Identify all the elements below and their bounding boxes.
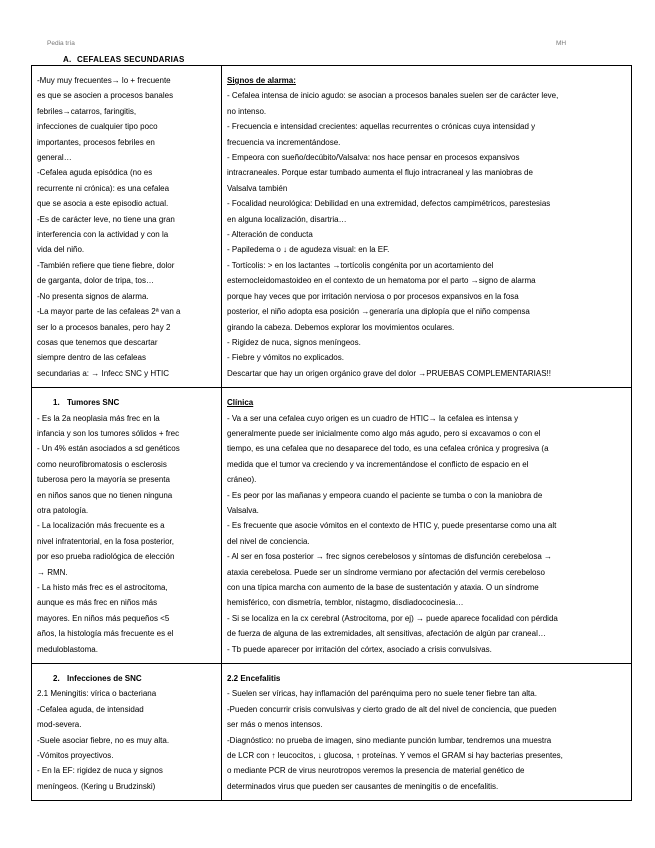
text-line: Descartar que hay un origen orgánico grave del dolor →PRUEBAS COMPLEMENTARIAS!! — [227, 368, 551, 378]
text-line: - Papiledema o ↓ de agudeza visual: en la EF. — [227, 245, 390, 255]
notes-table — [31, 65, 632, 801]
tumors-heading — [37, 395, 217, 410]
table-row — [32, 664, 632, 801]
text-line: -Cefalea aguda episódica (no es — [37, 168, 153, 178]
text-line: ataxia cerebelosa. Puede ser un síndrome vermiano por afectación del vermis cerebeloso — [227, 567, 545, 577]
tumors-title: Tumores SNC — [67, 398, 120, 408]
text-line: otra patología. — [37, 505, 89, 515]
text-line: mod-severa. — [37, 720, 82, 730]
text-line: importantes, procesos febriles en — [37, 137, 155, 147]
row3-right-text — [227, 686, 627, 794]
subject-header: Pedia tría — [47, 40, 75, 47]
author-initials: MH — [556, 40, 567, 47]
text-line: -Muy muy frecuentes→ lo + frecuente — [37, 76, 171, 85]
text-line: - Empeora con sueño/decúbito/Valsalva: nos hace pensar en procesos expansivos — [227, 153, 520, 163]
text-line: - Al ser en fosa posterior → frec signos cerebelosos y síntomas de disfunción cerebelosa → — [227, 552, 553, 562]
text-line: - La localización más frecuente es a — [37, 521, 165, 531]
text-line: general… — [37, 153, 72, 163]
text-line: recurrente ni crónica): es una cefalea — [37, 183, 170, 193]
row3-left-cell — [32, 664, 222, 801]
text-line: - Frecuencia e intensidad crecientes: aquellas recurrentes o crónicas cuya intensidad y — [227, 122, 536, 132]
text-line: - Rigidez de nuca, signos meníngeos. — [227, 337, 361, 347]
tumors-number: 1. — [53, 398, 60, 408]
text-line: nivel infratentorial, en la fosa posterior, — [37, 536, 174, 546]
row1-left-cell — [32, 66, 222, 388]
text-line: por eso prueba radiológica de elección — [37, 552, 175, 562]
row2-right-text — [227, 411, 627, 658]
infections-number: 2. — [53, 674, 60, 684]
text-line: ser más o menos intensos. — [227, 720, 323, 730]
text-line: -No presenta signos de alarma. — [37, 291, 149, 301]
text-line: cosas que tenemos que descartar — [37, 337, 158, 347]
text-line: tuberosa pero la mayoría se presenta — [37, 475, 170, 485]
text-line: infecciones de cualquier tipo poco — [37, 122, 158, 132]
text-line: - La histo más frec es el astrocitoma, — [37, 583, 168, 592]
text-line: esternocleidomastoideo en el contexto de un hematoma por el parto →signo de alarma — [227, 276, 536, 286]
text-line: -Cefalea aguda, de intensidad — [37, 704, 144, 714]
text-line: es que se asocien a procesos banales — [37, 91, 174, 101]
text-line: con una típica marcha con aumento de la base de sustentación y ataxia. O un síndrome — [227, 583, 539, 592]
text-line: años, la histología más frecuente es el — [37, 629, 174, 639]
text-line: - En la EF: rigidez de nuca y signos — [37, 766, 163, 776]
text-line: aunque es más frec en niños más — [37, 598, 158, 608]
text-line: o mediante PCR de virus neurotropos veremos la presencia de material genético de — [227, 766, 525, 776]
text-line: como neurofibromatosis o esclerosis — [37, 459, 167, 469]
alarm-signs-title: Signos de alarma: — [227, 76, 296, 85]
clinic-title: Clínica — [227, 398, 254, 408]
row2-right-cell — [222, 388, 632, 664]
text-line: en niños sanos que no tienen ninguna — [37, 490, 173, 500]
text-line: -También refiere que tiene fiebre, dolor — [37, 260, 175, 270]
text-line: determinados virus que pueden ser causantes de meningitis o de encefalitis. — [227, 781, 499, 791]
text-line: que se asocia a este episodio actual. — [37, 199, 169, 209]
text-line: en alguna localización, disartria… — [227, 214, 347, 224]
text-line: de garganta, dolor de tripa, tos… — [37, 276, 154, 286]
text-line: porque hay veces que por irritación nerviosa o por procesos expansivos en la fosa — [227, 291, 519, 301]
text-line: -Diagnóstico: no prueba de imagen, sino mediante punción lumbar, tendremos una muestra — [227, 735, 552, 745]
text-line: -Suele asociar fiebre, no es muy alta. — [37, 735, 170, 745]
text-line: de LCR con ↑ leucocitos, ↓ glucosa, ↑ proteínas. Y vemos el GRAM si hay bacterias presentes, — [227, 751, 563, 761]
text-line: medida que el tumor va creciendo y va incrementándose el conflicto de espacio en el — [227, 459, 529, 469]
text-line: hemisférico, con dismetría, temblor, nistagmo, disdiadococinesia… — [227, 598, 464, 608]
text-line: ser lo a procesos banales, pero hay 2 — [37, 322, 171, 332]
text-line: 2.1 Meningitis: vírica o bacteriana — [37, 689, 157, 699]
text-line: Valsalva. — [227, 505, 259, 515]
text-line: cráneo). — [227, 475, 257, 485]
text-line: Valsalva también — [227, 183, 288, 193]
text-line: del nivel de conciencia. — [227, 536, 310, 546]
text-line: infancia y son los tumores sólidos + frec — [37, 428, 180, 438]
row3-right-cell — [222, 664, 632, 801]
text-line: → RMN. — [37, 567, 68, 577]
row2-left-cell — [32, 388, 222, 664]
text-line: - Tortícolis: > en los lactantes →tortícolis congénita por un acortamiento del — [227, 260, 494, 270]
text-line: posterior, el niño adopta esa posición →generaría una diplopía que el niño compensa — [227, 307, 530, 317]
text-line: girando la cabeza. Debemos explorar los movimientos oculares. — [227, 322, 455, 332]
row3-left-text — [37, 686, 217, 794]
text-line: interferencia con la actividad y con la — [37, 230, 169, 240]
text-line: intracraneales. Porque estar tumbado aumenta el flujo intracraneal y las maniobras de — [227, 168, 533, 178]
text-line: -Vómitos proyectivos. — [37, 751, 114, 761]
row2-left-text — [37, 411, 217, 658]
text-line: meduloblastoma. — [37, 644, 98, 654]
text-line: - Fiebre y vómitos no explicados. — [227, 353, 344, 363]
section-heading — [63, 55, 185, 64]
text-line: - Es la 2a neoplasia más frec en la — [37, 413, 160, 423]
text-line: no intenso. — [227, 106, 267, 116]
row1-right-cell — [222, 66, 632, 388]
table-row — [32, 388, 632, 664]
text-line: - Tb puede aparecer por irritación del córtex, asociado a crisis convulsivas. — [227, 644, 492, 654]
text-line: - Suelen ser víricas, hay inflamación del parénquima pero no suele tener fiebre tan alta. — [227, 689, 537, 699]
text-line: febriles→catarros, faringitis, — [37, 106, 137, 116]
text-line: -Es de carácter leve, no tiene una gran — [37, 214, 175, 224]
text-line: meníngeos. (Kering u Brudzinski) — [37, 781, 156, 791]
text-line: vida del niño. — [37, 245, 85, 255]
row1-right-text — [227, 88, 627, 381]
text-line: - Cefalea intensa de inicio agudo: se asocian a procesos banales suelen ser de carácter leve, — [227, 91, 559, 101]
text-line: - Focalidad neurológica: Debilidad en una extremidad, defectos campimétricos, parestesias — [227, 199, 551, 209]
text-line: generalmente puede ser inicialmente como algo más agudo, pero si excavamos o con el — [227, 428, 541, 438]
text-line: - Es peor por las mañanas y empeora cuando el paciente se tumba o con la maniobra de — [227, 490, 543, 500]
row1-left-text — [37, 73, 217, 381]
infections-title: Infecciones de SNC — [67, 674, 142, 684]
text-line: - Va a ser una cefalea cuyo origen es un cuadro de HTIC→ la cefalea es intensa y — [227, 413, 519, 423]
table-row — [32, 66, 632, 388]
text-line: secundarias a: → Infecc SNC y HTIC — [37, 368, 170, 378]
text-line: tiempo, es una cefalea que no desaparece del todo, es una cefalea crónica y progresiva (a — [227, 444, 549, 454]
text-line: siempre dentro de las cefaleas — [37, 353, 146, 363]
text-line: - Si se localiza en la cx cerebral (Astrocitoma, por ej) → puede aparece focalidad con pérdida — [227, 613, 558, 623]
text-line: - Alteración de conducta — [227, 230, 313, 240]
text-line: - Un 4% están asociados a sd genéticos — [37, 444, 180, 454]
text-line: - Es frecuente que asocie vómitos en el contexto de HTIC y, puede presentarse como una alt — [227, 521, 557, 531]
encephalitis-title: 2.2 Encefalitis — [227, 674, 281, 684]
text-line: de fuerza de alguna de las extremidades, alt sensitivas, afectación de algún par craneal… — [227, 629, 546, 639]
section-letter: A. — [63, 55, 72, 64]
infections-heading — [37, 671, 217, 686]
text-line: mayores. En niños más pequeños <5 — [37, 613, 170, 623]
text-line: -Pueden concurrir crisis convulsivas y cierto grado de alt del nivel de conciencia, que pueden — [227, 704, 557, 714]
text-line: -La mayor parte de las cefaleas 2ª van a — [37, 307, 181, 317]
text-line: frecuencia va incrementándose. — [227, 137, 341, 147]
section-title: CEFALEAS SECUNDARIAS — [77, 55, 185, 64]
